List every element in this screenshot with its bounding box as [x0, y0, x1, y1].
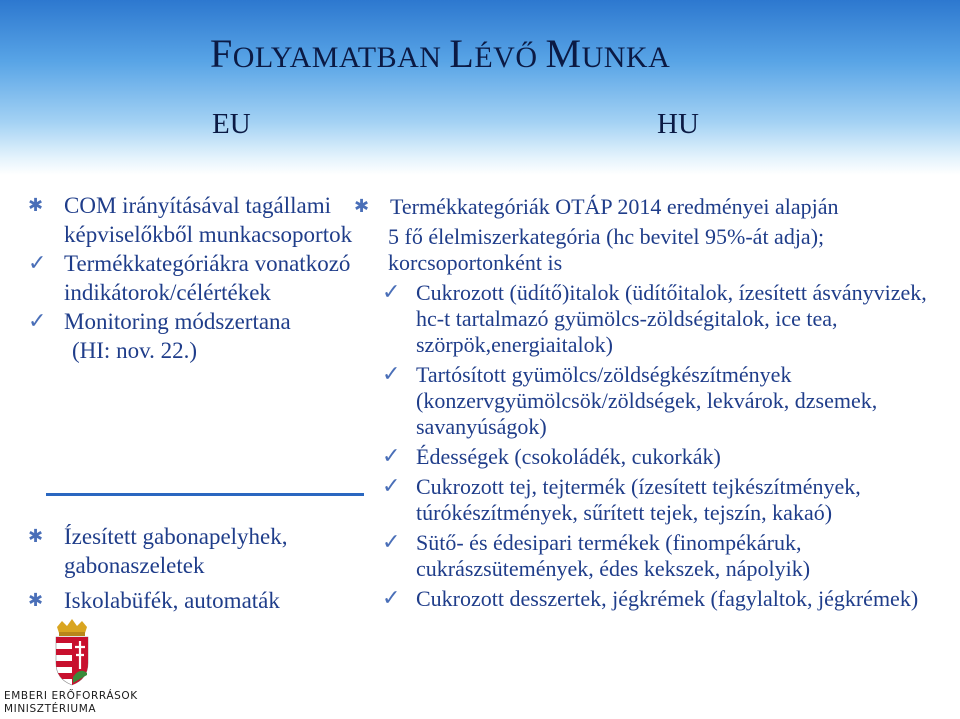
- list-item: [382, 474, 954, 526]
- list-item-text: Tartósított gyümölcs/zöldségkészítmények (konzervgyümölcsök/zöldségek, lekvárok, dzsemek, savanyúságok): [416, 362, 878, 439]
- asterisk-bullet-icon: ✱: [28, 590, 44, 611]
- list-item: [382, 362, 954, 440]
- asterisk-bullet-icon: ✱: [28, 526, 44, 547]
- list-item-text: Sütő- és édesipari termékek (finompékáruk, cukrászsütemények, édes kekszek, nápolyik): [416, 530, 811, 581]
- asterisk-bullet-icon: ✱: [28, 195, 44, 216]
- list-item: [382, 444, 954, 470]
- ministry-name-line2: MINISZTÉRIUMA: [4, 703, 97, 715]
- date-note: (HI: nov. 22.): [72, 338, 197, 363]
- divider: [46, 493, 364, 496]
- category-list: [354, 280, 954, 612]
- list-item: [382, 530, 954, 582]
- checkmark-icon: ✓: [28, 309, 47, 334]
- list-item: [28, 307, 368, 336]
- list-item-text: Termékkategóriák OTÁP 2014 eredményei alapján: [390, 194, 839, 219]
- slide-title: FOLYAMATBAN LÉVŐ MUNKA: [210, 31, 671, 76]
- checkmark-icon: ✓: [382, 586, 401, 611]
- list-item: [382, 280, 954, 358]
- list-item: [28, 191, 368, 249]
- list-item-text: Iskolabüfék, automaták: [64, 588, 280, 613]
- list-item: [28, 249, 368, 307]
- ministry-name-line1: EMBERI ERŐFORRÁSOK: [4, 690, 138, 702]
- list-item-text: Cukrozott tej, tejtermék (ízesített tejkészítmények, túrókészítmények, sűrített tejek, tejszín, kakaó): [416, 474, 861, 525]
- checkmark-icon: ✓: [382, 444, 401, 469]
- list-item-text: Cukrozott (üdítő)italok (üdítőitalok, ízesített ásványvizek, hc-t tartalmazó gyümölcs-zöldségitalok, ice tea, szörpök,energiaitalok): [416, 280, 927, 357]
- list-item-text: Cukrozott desszertek, jégkrémek (fagylaltok, jégkrémek): [416, 586, 919, 611]
- column-heading-hu: HU: [657, 108, 699, 140]
- list-item-text: Termékkategóriákra vonatkozó indikátorok/célértékek: [64, 251, 351, 305]
- list-item: [28, 586, 368, 615]
- hu-list: [354, 194, 954, 612]
- list-item-text: Monitoring módszertana: [64, 309, 291, 334]
- eu-list: [28, 191, 368, 365]
- list-item-text: Ízesített gabonapelyhek, gabonaszeletek: [64, 524, 288, 578]
- list-item: [28, 522, 368, 580]
- checkmark-icon: ✓: [382, 474, 401, 499]
- header-band: [0, 0, 960, 175]
- eu-list-2: [28, 522, 368, 615]
- list-item: [354, 194, 954, 220]
- ministry-name: [4, 690, 154, 716]
- list-item: [382, 586, 954, 612]
- intro-text: 5 fő élelmiszerkategória (hc bevitel 95%-át adja); korcsoportonként is: [388, 224, 825, 275]
- list-item-text: Édességek (csokoládék, cukorkák): [416, 444, 721, 469]
- checkmark-icon: ✓: [382, 362, 401, 387]
- checkmark-icon: ✓: [28, 251, 47, 276]
- checkmark-icon: ✓: [382, 280, 401, 305]
- column-heading-eu: EU: [212, 108, 251, 140]
- checkmark-icon: ✓: [382, 530, 401, 555]
- list-item-text: COM irányításával tagállami képviselőkből munkacsoportok: [64, 193, 353, 247]
- asterisk-bullet-icon: ✱: [354, 196, 370, 217]
